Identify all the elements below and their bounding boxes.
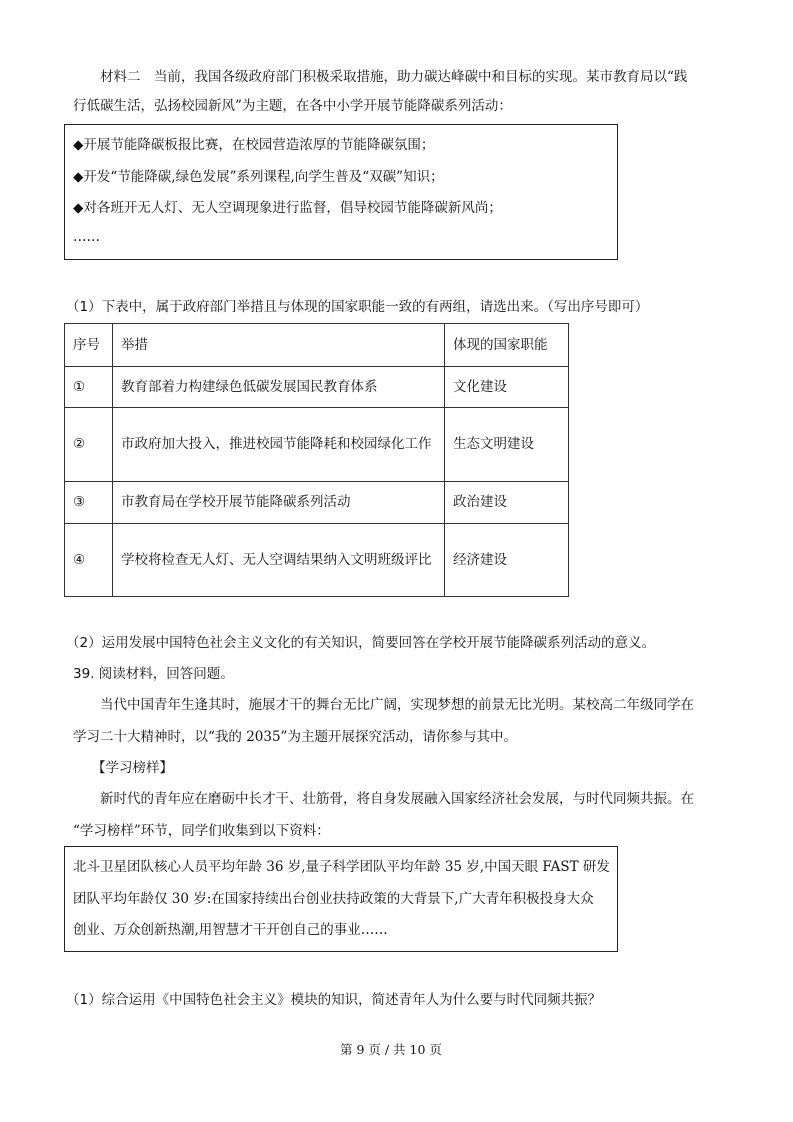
- cell-measure: 教育部着力构建绿色低碳发展国民教育体系: [113, 367, 445, 408]
- material2-box: [64, 124, 618, 260]
- cell-function: 生态文明建设: [445, 408, 569, 482]
- box-item: ◆对各班开无人灯、无人空调现象进行监督，倡导校园节能降碳新风尚；: [73, 200, 502, 216]
- q39-para2a: 新时代的青年应在磨砺中长才干、壮筋骨，将自身发展融入国家经济社会发展，与时代同频共振。在: [100, 791, 694, 807]
- q39-material-box: [64, 846, 618, 952]
- header-no: 序号: [65, 324, 113, 367]
- q39-para1b: 学习二十大精神时，以“我的 2035”为主题开展探究活动，请你参与其中。: [73, 729, 517, 745]
- box-item: ◆开展节能降碳板报比赛，在校园营造浓厚的节能降碳氛围；: [73, 137, 435, 153]
- table-row: [65, 367, 569, 408]
- header-function: 体现的国家职能: [445, 324, 569, 367]
- box-line: 创业、万众创新热潮,用智慧才干开创自己的事业……: [73, 922, 388, 938]
- section-heading: 【学习榜样】: [92, 760, 173, 776]
- cell-function: 文化建设: [445, 367, 569, 408]
- measures-table: [64, 323, 569, 597]
- cell-function: 经济建设: [445, 524, 569, 597]
- question-39-title: 39. 阅读材料，回答问题。: [73, 666, 234, 682]
- cell-measure: 市教育局在学校开展节能降碳系列活动: [113, 482, 445, 524]
- box-item: ◆开发“节能降碳,绿色发展”系列课程,向学生普及“双碳”知识；: [73, 169, 444, 185]
- table-row: [65, 408, 569, 482]
- cell-no: ④: [65, 524, 113, 597]
- header-measure: 举措: [113, 324, 445, 367]
- table-row: [65, 482, 569, 524]
- cell-measure: 学校将检查无人灯、无人空调结果纳入文明班级评比: [113, 524, 445, 597]
- table-row: [65, 524, 569, 597]
- q39-para1a: 当代中国青年生逢其时，施展才干的舞台无比广阔，实现梦想的前景无比光明。某校高二年级同学在: [100, 697, 694, 713]
- cell-no: ③: [65, 482, 113, 524]
- box-line: 团队平均年龄仅 30 岁:在国家持续出台创业扶持政策的大背景下,广大青年积极投身大众: [73, 891, 594, 907]
- cell-no: ①: [65, 367, 113, 408]
- page-footer: 第 9 页 / 共 10 页: [340, 1042, 442, 1057]
- box-line: 北斗卫星团队核心人员平均年龄 36 岁,量子科学团队平均年龄 35 岁,中国天眼 FAST 研发: [73, 859, 610, 875]
- material2-line2: 行低碳生活，弘扬校园新风”为主题，在各中小学开展节能降碳系列活动：: [73, 98, 512, 114]
- material2-line1: 材料二 当前，我国各级政府部门积极采取措施，助力碳达峰碳中和目标的实现。某市教育局以“践: [100, 69, 688, 85]
- box-item: ……: [73, 229, 100, 245]
- question-1: （1）下表中，属于政府部门举措且与体现的国家职能一致的有两组，请选出来。（写出序号即可）: [66, 299, 649, 315]
- cell-measure: 市政府加大投入，推进校园节能降耗和校园绿化工作: [113, 408, 445, 482]
- q39-question-1: （1）综合运用《中国特色社会主义》模块的知识，简述青年人为什么要与时代同频共振？: [66, 992, 602, 1008]
- question-2: （2）运用发展中国特色社会主义文化的有关知识，简要回答在学校开展节能降碳系列活动的意义。: [66, 635, 656, 651]
- cell-no: ②: [65, 408, 113, 482]
- q39-para2b: “学习榜样”环节，同学们收集到以下资料：: [73, 823, 330, 839]
- cell-function: 政治建设: [445, 482, 569, 524]
